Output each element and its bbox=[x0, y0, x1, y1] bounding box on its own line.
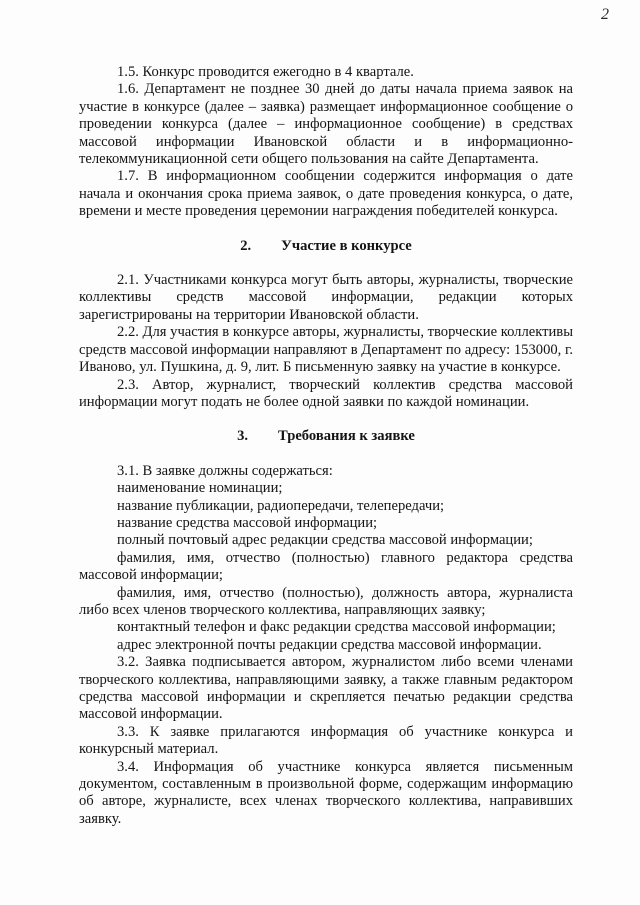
section-3-title: Требования к заявке bbox=[278, 428, 415, 445]
section-2-heading bbox=[79, 238, 573, 255]
paragraph-2-1: 2.1. Участниками конкурса могут быть авторы, журналисты, творческие коллективы средств массовой информации, редакции которых зарегистрированы на территории Ивановской области. bbox=[79, 272, 573, 323]
paragraph-3-1: 3.1. В заявке должны содержаться: bbox=[117, 462, 333, 479]
document-body bbox=[79, 64, 573, 828]
list-item: название средства массовой информации; bbox=[117, 514, 378, 531]
paragraph-2-3: 2.3. Автор, журналист, творческий коллектив средства массовой информации могут подать не более одной заявки по каждой номинации. bbox=[79, 376, 573, 410]
paragraph-3-3: 3.3. К заявке прилагаются информация об участнике конкурса и конкурсный материал. bbox=[79, 723, 573, 758]
paragraph-3-2: 3.2. Заявка подписывается автором, журналистом либо всеми членами творческого коллектива, направляющими заявку, а также главным редактором средства массовой информации и скрепляется печатью редакции средства массовой информации. bbox=[79, 654, 573, 723]
list-item: адрес электронной почты редакции средства массовой информации. bbox=[117, 636, 542, 653]
section-2-title: Участие в конкурсе bbox=[281, 237, 412, 254]
section-2-number: 2. bbox=[240, 237, 252, 254]
list-item: контактный телефон и факс редакции средства массовой информации; bbox=[117, 619, 556, 636]
paragraph-3-4: 3.4. Информация об участнике конкурса является письменным документом, составленным в произвольной форме, содержащим информацию об авторе, журналисте, всех членах творческого коллектива, направивших заявку. bbox=[79, 758, 573, 827]
paragraph-1-6: 1.6. Департамент не позднее 30 дней до даты начала приема заявок на участие в конкурсе (далее – заявка) размещает информационное сообщение о проведении конкурса (далее – информационное сообщение) в средствах массовой информации Ивановской области и в информационно-телекоммуникационной сети общего пользования на сайте Департамента. bbox=[79, 81, 573, 168]
list-item: полный почтовый адрес редакции средства массовой информации; bbox=[117, 532, 533, 549]
paragraph-2-2: 2.2. Для участия в конкурсе авторы, журналисты, творческие коллективы средств массовой информации направляют в Департамент по адресу: 153000, г. Иваново, ул. Пушкина, д. 9, лит. Б письменную заявку на участие в конкурсе. bbox=[79, 324, 573, 376]
paragraph-1-5: 1.5. Конкурс проводится ежегодно в 4 квартале. bbox=[117, 64, 414, 80]
paragraph-1-7: 1.7. В информационном сообщении содержится информация о дате начала и окончания срока приема заявок, о дате проведения конкурса, о дате, времени и месте проведения церемонии награждения победителей конкурса. bbox=[79, 168, 573, 220]
page-number: 2 bbox=[601, 6, 609, 23]
list-item: название публикации, радиопередачи, телепередачи; bbox=[117, 497, 445, 514]
list-item: фамилия, имя, отчество (полностью) главного редактора средства массовой информации; bbox=[79, 549, 573, 584]
section-3-heading bbox=[79, 428, 573, 445]
list-item: фамилия, имя, отчество (полностью), должность автора, журналиста либо всех членов творческого коллектива, направляющих заявку; bbox=[79, 584, 573, 618]
list-item: наименование номинации; bbox=[117, 480, 283, 497]
section-3-number: 3. bbox=[237, 428, 249, 445]
